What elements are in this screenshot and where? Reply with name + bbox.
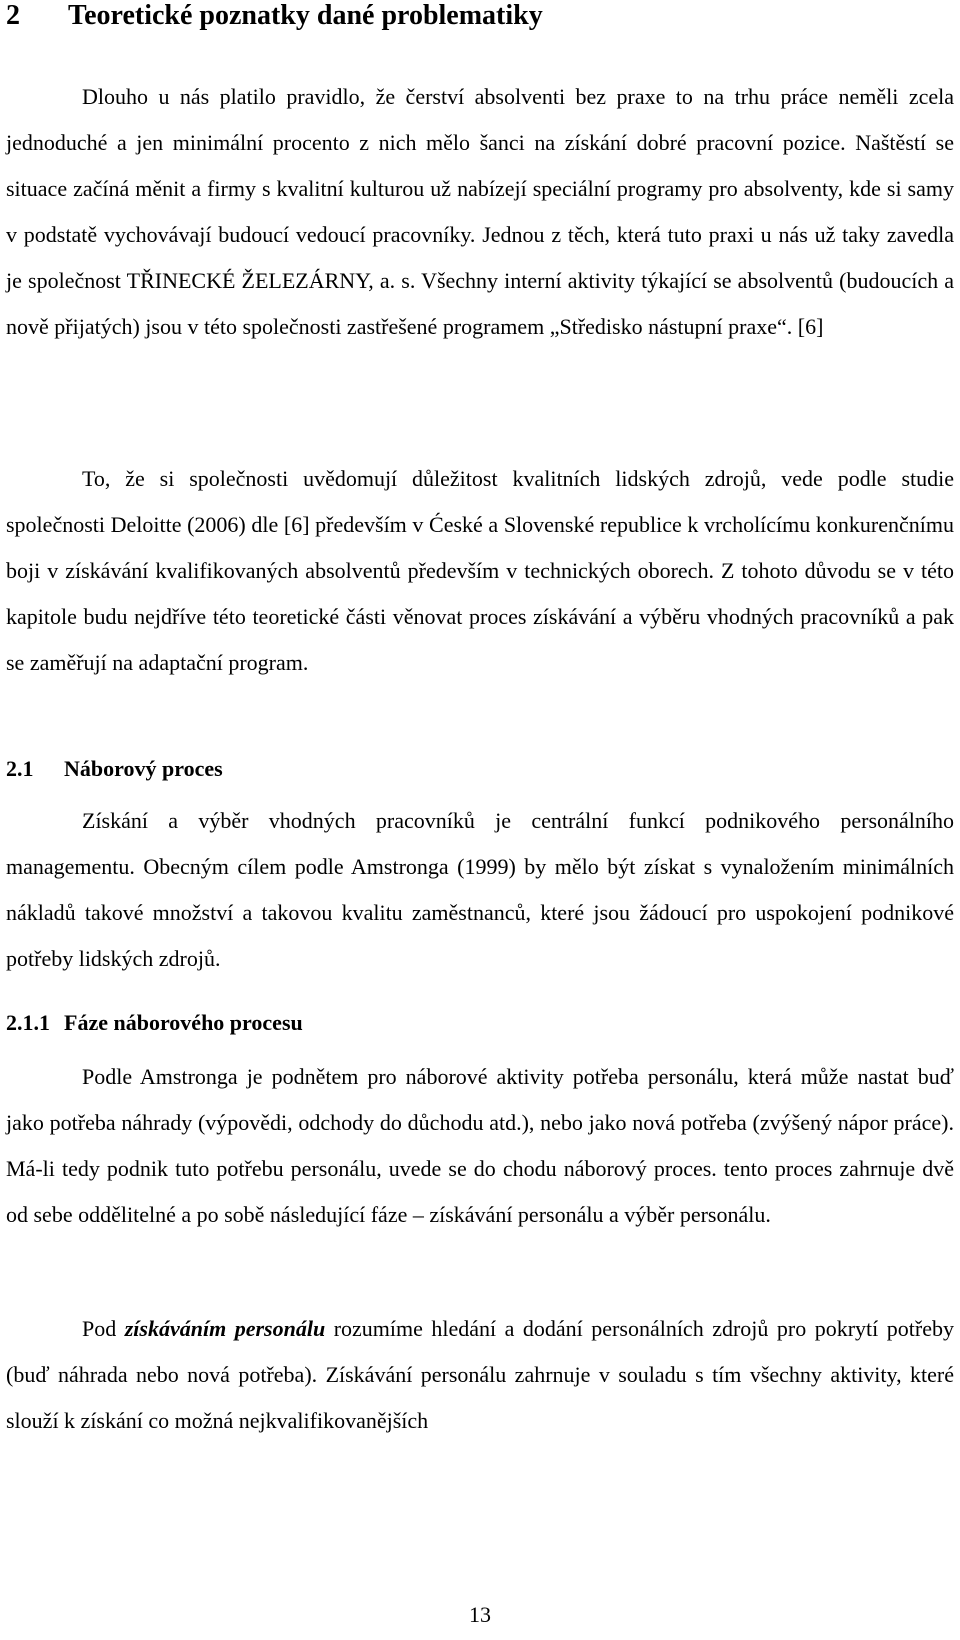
section-heading-2-1 — [6, 756, 223, 782]
subsection-title: Fáze náborového procesu — [64, 1010, 303, 1035]
emphasis-term: získáváním personálu — [124, 1316, 326, 1341]
paragraph-4: Podle Amstronga je podnětem pro náborové aktivity potřeba personálu, která může nastat buď jako potřeba náhrady (výpovědi, odchody do důchodu atd.), nebo jako nová potřeba (zvýšený nápor práce). Má-li tedy podnik tuto potřebu personálu, uvede se do chodu náborový proces. tento proces zahrnuje dvě od sebe oddělitelné a po sobě následující fáze – získávání personálu a výběr personálu. — [6, 1064, 954, 1227]
subsection-number: 2.1.1 — [6, 1010, 50, 1035]
paragraph-1: Dlouho u nás platilo pravidlo, že čerství absolventi bez praxe to na trhu práce neměli zcela jednoduché a jen minimální procento z nich mělo šanci na získání dobré pracovní pozice. Naštěstí se situace začíná měnit a firmy s kvalitní kulturou už nabízejí speciální programy pro absolventy, kde si samy v podstatě vychovávají budoucí vedoucí pracovníky. Jednou z těch, která tuto praxi u nás už taky zavedla je společnost TŘINECKÉ ŽELEZÁRNY, a. s. Všechny interní aktivity týkající se absolventů (budoucích a nově přijatých) jsou v této společnosti zastřešené programem „Středisko nástupní praxe“. [6] — [6, 84, 954, 339]
chapter-heading — [6, 0, 543, 32]
paragraph-5-start: Pod — [82, 1316, 125, 1341]
paragraph-5 — [6, 1306, 954, 1444]
paragraph-3: Získání a výběr vhodných pracovníků je centrální funkcí podnikového personálního managementu. Obecným cílem podle Amstronga (1999) by mělo být získat s vynaložením minimálních nákladů takové množství a takovou kvalitu zaměstnanců, které jsou žádoucí pro uspokojení podnikové potřeby lidských zdrojů. — [6, 808, 954, 971]
chapter-number: 2 — [6, 0, 20, 31]
paragraph-5-rest: rozumíme hledání a dodání personálních zdrojů pro pokrytí potřeby (buď náhrada nebo nová potřeba). Získávání personálu zahrnuje v souladu s tím všechny aktivity, které slouží k získání co možná nejkvalifikovanějších — [6, 1316, 954, 1433]
subsection-heading-2-1-1 — [6, 1010, 303, 1036]
section-number: 2.1 — [6, 756, 34, 781]
paragraph-2: To, že si společnosti uvědomují důležitost kvalitních lidských zdrojů, vede podle studie společnosti Deloitte (2006) dle [6] především v Ćeské a Slovenské republice k vrcholícímu konkurenčnímu boji v získávání kvalifikovaných absolventů především v technických oborech. Z tohoto důvodu se v této kapitole budu nejdříve této teoretické části věnovat proces získávání a výběru vhodných pracovníků a pak se zaměřují na adaptační program. — [6, 466, 954, 675]
chapter-title: Teoretické poznatky dané problematiky — [68, 0, 543, 31]
page-number: 13 — [469, 1602, 491, 1627]
section-title: Náborový proces — [64, 756, 223, 781]
